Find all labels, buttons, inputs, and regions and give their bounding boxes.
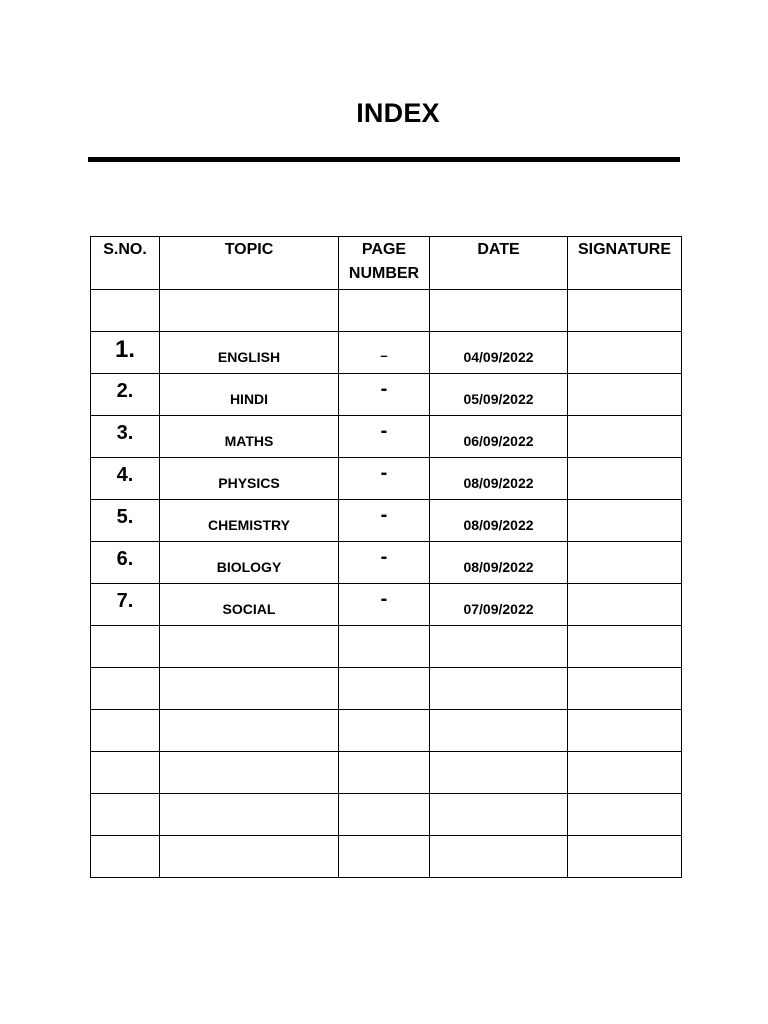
blank-cell bbox=[430, 752, 568, 794]
page-number-cell bbox=[339, 374, 430, 416]
blank-cell bbox=[91, 626, 160, 668]
page-number-cell bbox=[339, 332, 430, 374]
page-number-value: - bbox=[380, 378, 388, 400]
header-topic: TOPIC bbox=[160, 237, 339, 290]
empty-row bbox=[91, 836, 682, 878]
empty-row bbox=[91, 752, 682, 794]
sno-cell bbox=[91, 500, 160, 542]
topic-cell bbox=[160, 500, 339, 542]
header-row bbox=[91, 237, 682, 290]
header-signature: SIGNATURE bbox=[568, 237, 682, 290]
blank-cell bbox=[568, 836, 682, 878]
topic-value: SOCIAL bbox=[222, 600, 276, 617]
signature-cell bbox=[568, 458, 682, 500]
date-cell bbox=[430, 542, 568, 584]
page-number-value: - bbox=[380, 420, 388, 442]
blank-cell bbox=[160, 752, 339, 794]
page-number-cell bbox=[339, 458, 430, 500]
sno-cell bbox=[91, 332, 160, 374]
blank-cell bbox=[568, 794, 682, 836]
page-number-value: - bbox=[380, 588, 388, 610]
blank-cell bbox=[91, 290, 160, 332]
page-number-value: - bbox=[380, 504, 388, 526]
blank-cell bbox=[160, 668, 339, 710]
blank-cell bbox=[339, 668, 430, 710]
signature-cell bbox=[568, 542, 682, 584]
header-page-number bbox=[339, 237, 430, 290]
date-value: 08/09/2022 bbox=[463, 516, 534, 533]
page-number-value: - bbox=[380, 546, 388, 568]
blank-cell bbox=[430, 836, 568, 878]
page-number-cell bbox=[339, 500, 430, 542]
blank-cell bbox=[430, 290, 568, 332]
blank-cell bbox=[339, 710, 430, 752]
date-value: 08/09/2022 bbox=[463, 558, 534, 575]
signature-cell bbox=[568, 374, 682, 416]
topic-cell bbox=[160, 458, 339, 500]
blank-cell bbox=[568, 290, 682, 332]
date-cell bbox=[430, 416, 568, 458]
topic-value: BIOLOGY bbox=[216, 558, 282, 575]
blank-cell bbox=[160, 290, 339, 332]
date-value: 05/09/2022 bbox=[463, 390, 534, 407]
table-row bbox=[91, 500, 682, 542]
blank-cell bbox=[339, 752, 430, 794]
blank-cell bbox=[91, 752, 160, 794]
topic-cell bbox=[160, 416, 339, 458]
date-cell bbox=[430, 332, 568, 374]
date-cell bbox=[430, 500, 568, 542]
index-table bbox=[90, 236, 682, 878]
date-cell bbox=[430, 584, 568, 626]
blank-cell bbox=[160, 710, 339, 752]
page-number-value: - bbox=[380, 462, 388, 484]
blank-cell bbox=[568, 752, 682, 794]
table-row bbox=[91, 458, 682, 500]
empty-row bbox=[91, 794, 682, 836]
blank-cell bbox=[91, 794, 160, 836]
sno-value: 5. bbox=[116, 506, 134, 528]
sno-value: 3. bbox=[116, 422, 134, 444]
sno-value: 4. bbox=[116, 464, 134, 486]
header-page-line2: NUMBER bbox=[348, 265, 420, 282]
topic-cell bbox=[160, 332, 339, 374]
page-title: INDEX bbox=[356, 98, 440, 128]
blank-cell bbox=[160, 794, 339, 836]
header-page-line1: PAGE bbox=[361, 241, 407, 258]
topic-value: ENGLISH bbox=[217, 348, 281, 365]
date-value: 07/09/2022 bbox=[463, 600, 534, 617]
blank-cell bbox=[160, 626, 339, 668]
date-cell bbox=[430, 374, 568, 416]
sno-value: 6. bbox=[116, 548, 134, 570]
header-sno: S.NO. bbox=[91, 237, 160, 290]
blank-cell bbox=[91, 836, 160, 878]
sno-cell bbox=[91, 374, 160, 416]
blank-cell bbox=[339, 626, 430, 668]
blank-cell bbox=[568, 668, 682, 710]
table-row bbox=[91, 374, 682, 416]
date-value: 08/09/2022 bbox=[463, 474, 534, 491]
signature-cell bbox=[568, 416, 682, 458]
page-number-cell bbox=[339, 584, 430, 626]
blank-cell bbox=[91, 668, 160, 710]
signature-cell bbox=[568, 584, 682, 626]
sno-value: 1. bbox=[114, 335, 135, 363]
blank-cell bbox=[430, 710, 568, 752]
blank-cell bbox=[430, 668, 568, 710]
sno-cell bbox=[91, 542, 160, 584]
blank-cell bbox=[339, 794, 430, 836]
topic-value: MATHS bbox=[224, 432, 274, 449]
topic-cell bbox=[160, 542, 339, 584]
blank-cell bbox=[430, 626, 568, 668]
blank-cell bbox=[430, 794, 568, 836]
blank-cell bbox=[91, 710, 160, 752]
sno-value: 2. bbox=[116, 380, 134, 402]
signature-cell bbox=[568, 332, 682, 374]
sno-value: 7. bbox=[116, 590, 134, 612]
topic-value: PHYSICS bbox=[218, 474, 280, 491]
topic-value: CHEMISTRY bbox=[208, 516, 290, 533]
sno-cell bbox=[91, 584, 160, 626]
blank-cell bbox=[339, 290, 430, 332]
sno-cell bbox=[91, 458, 160, 500]
title-divider bbox=[88, 157, 680, 162]
topic-cell bbox=[160, 374, 339, 416]
empty-row bbox=[91, 710, 682, 752]
empty-row bbox=[91, 668, 682, 710]
header-date: DATE bbox=[430, 237, 568, 290]
table-row bbox=[91, 416, 682, 458]
date-value: 06/09/2022 bbox=[463, 432, 534, 449]
signature-cell bbox=[568, 500, 682, 542]
blank-cell bbox=[568, 710, 682, 752]
date-cell bbox=[430, 458, 568, 500]
page-number-value: – bbox=[380, 348, 388, 363]
date-value: 04/09/2022 bbox=[463, 348, 534, 365]
sno-cell bbox=[91, 416, 160, 458]
page-number-cell bbox=[339, 416, 430, 458]
topic-value: HINDI bbox=[229, 390, 269, 407]
empty-row bbox=[91, 626, 682, 668]
blank-cell bbox=[339, 836, 430, 878]
topic-cell bbox=[160, 584, 339, 626]
blank-cell bbox=[160, 836, 339, 878]
blank-cell bbox=[568, 626, 682, 668]
page-number-cell bbox=[339, 542, 430, 584]
table-row bbox=[91, 332, 682, 374]
table-row bbox=[91, 542, 682, 584]
blank-row bbox=[91, 290, 682, 332]
table-row bbox=[91, 584, 682, 626]
